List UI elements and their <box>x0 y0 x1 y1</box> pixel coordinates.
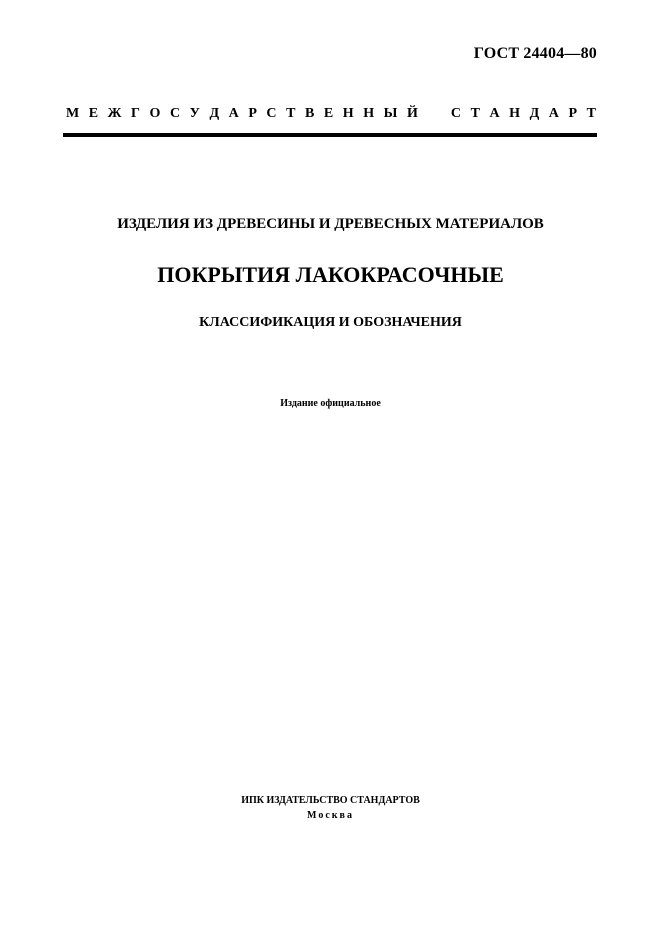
interstate-letter: С <box>169 106 181 121</box>
interstate-letter: Ж <box>107 106 122 121</box>
gost-number: ГОСТ 24404—80 <box>473 45 597 62</box>
publisher-name: ИПК ИЗДАТЕЛЬСТВО СТАНДАРТОВ <box>241 795 420 806</box>
interstate-letter: А <box>228 106 239 121</box>
interstate-letter: У <box>189 106 200 121</box>
interstate-letter: Д <box>529 106 540 121</box>
interstate-letter: Ы <box>383 106 398 121</box>
edition-note: Издание официальное <box>280 398 381 409</box>
interstate-letter: Д <box>209 106 220 121</box>
interstate-letter: А <box>489 106 500 121</box>
interstate-letter: Н <box>509 106 521 121</box>
interstate-letter: В <box>304 106 315 121</box>
interstate-letter: Т <box>470 106 480 121</box>
interstate-letter: М <box>66 106 80 121</box>
publisher-city: Москва <box>307 810 354 821</box>
word-gap <box>427 106 441 122</box>
interstate-letter: Р <box>568 106 578 121</box>
interstate-letter: Р <box>248 106 257 121</box>
interstate-letter: Е <box>323 106 334 121</box>
interstate-letter: Е <box>88 106 99 121</box>
interstate-letter: С <box>450 106 462 121</box>
interstate-letter: Г <box>131 106 140 121</box>
document-subtitle: КЛАССИФИКАЦИЯ И ОБОЗНАЧЕНИЯ <box>199 315 462 330</box>
interstate-letter: Н <box>342 106 354 121</box>
document-title: ПОКРЫТИЯ ЛАКОКРАСОЧНЫЕ <box>157 262 504 287</box>
header-rule <box>63 133 597 137</box>
interstate-letter: Н <box>363 106 375 121</box>
interstate-letter: Т <box>286 106 296 121</box>
interstate-letter: О <box>149 106 161 121</box>
interstate-letter: С <box>266 106 277 121</box>
interstate-letter: А <box>548 106 559 121</box>
product-group: ИЗДЕЛИЯ ИЗ ДРЕВЕСИНЫ И ДРЕВЕСНЫХ МАТЕРИАЛОВ <box>117 216 544 232</box>
interstate-letter: Й <box>406 106 418 121</box>
interstate-letter: Т <box>586 106 596 121</box>
interstate-standard-header <box>66 106 596 122</box>
